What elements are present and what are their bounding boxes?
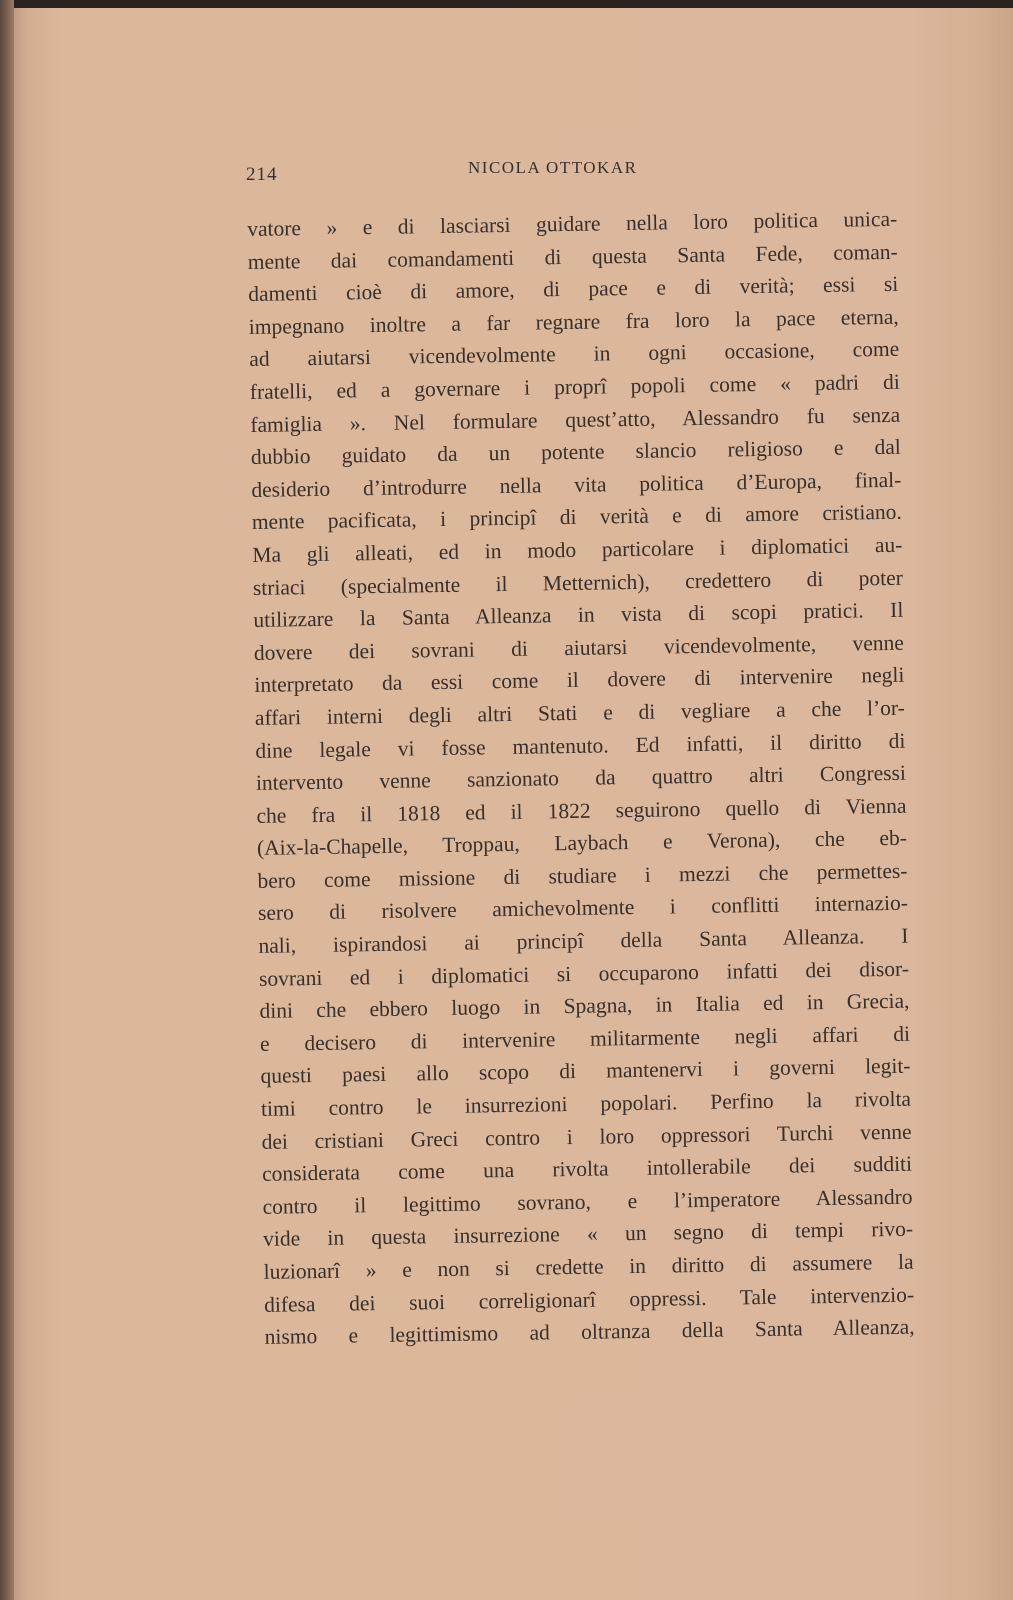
text-line: fratelli, ed a governare i proprî popoli come « padri di [249,369,900,404]
text-line: e decisero di intervenire militarmente negli affari di [259,1021,911,1056]
page-number: 214 [246,164,278,185]
text-line: vatore » e di lasciarsi guidare nella loro politica unica- [247,206,898,241]
text-line: utilizzare la Santa Alleanza in vista di scopi pratici. Il [253,597,904,633]
text-line: ad aiutarsi vicendevolmente in ogni occasione, come [249,337,900,372]
text-line: impegnano inoltre a far regnare fra loro la pace eterna, [248,304,899,339]
text-line: difesa dei suoi correligionarî oppressi. Tale intervenzio- [263,1282,915,1317]
text-line: luzionarî » e non si credette in diritto di assumere la [263,1249,914,1284]
text-line: che fra il 1818 ed il 1822 seguirono quello di Vienna [256,793,907,828]
text-line: intervento venne sanzionato da quattro altri Congressi [255,760,907,796]
text-line: damenti cioè di amore, di pace e di verità; essi si [248,271,899,307]
page-top-edge [0,0,1013,8]
text-line: nismo e legittimismo ad oltranza della Santa Alleanza, [264,1314,915,1350]
text-line: striaci (specialmente il Metternich), credettero di poter [252,565,903,600]
text-line: desiderio d’introdurre nella vita politica d’Europa, final- [251,467,902,502]
text-line: famiglia ». Nel formulare quest’atto, Alessandro fu senza [250,402,901,437]
text-line: vide in questa insurrezione « un segno di tempi rivo- [262,1217,914,1252]
text-line: dovere dei sovrani di aiutarsi vicendevolmente, venne [253,630,905,665]
text-line: interpretato da essi come il dovere di intervenire negli [254,663,905,698]
text-line: mente pacificata, i principî di verità e di amore cristiano. [251,500,902,535]
text-line: (Aix-la-Chapelle, Troppau, Laybach e Verona), che eb- [256,825,908,861]
text-line: contro il legittimo sovrano, e l’imperatore Alessandro [262,1184,913,1219]
text-line: timi contro le insurrezioni popolari. Perfino la rivolta [260,1086,912,1121]
text-line: nali, ispirandosi ai principî della Santa Alleanza. I [258,923,909,958]
page-header [246,158,886,188]
text-line: sero di risolvere amichevolmente i conflitti internazio- [257,891,909,926]
body-text [247,203,915,1354]
text-line: considerata come una rivolta intollerabile dei sudditi [261,1151,913,1187]
text-line: Ma gli alleati, ed in modo particolare i diplomatici au- [252,532,903,567]
text-line: dubbio guidato da un potente slancio religioso e dal [250,434,901,470]
book-binding-edge [0,0,14,1600]
text-line: sovrani ed i diplomatici si occuparono infatti dei disor- [258,956,910,991]
text-line: dini che ebbero luogo in Spagna, in Italia ed in Grecia, [259,988,910,1024]
text-line: bero come missione di studiare i mezzi che permettes- [257,858,908,893]
text-line: dine legale vi fosse mantenuto. Ed infatti, il diritto di [255,728,906,763]
text-line: questi paesi allo scopo di mantenervi i governi legit- [260,1054,911,1089]
text-line: affari interni degli altri Stati e di vegliare a che l’or- [254,695,906,730]
text-line: mente dai comandamenti di questa Santa Fede, coman- [247,239,898,274]
text-line: dei cristiani Greci contro i loro oppressori Turchi venne [261,1119,912,1154]
running-head: NICOLA OTTOKAR [468,158,638,177]
